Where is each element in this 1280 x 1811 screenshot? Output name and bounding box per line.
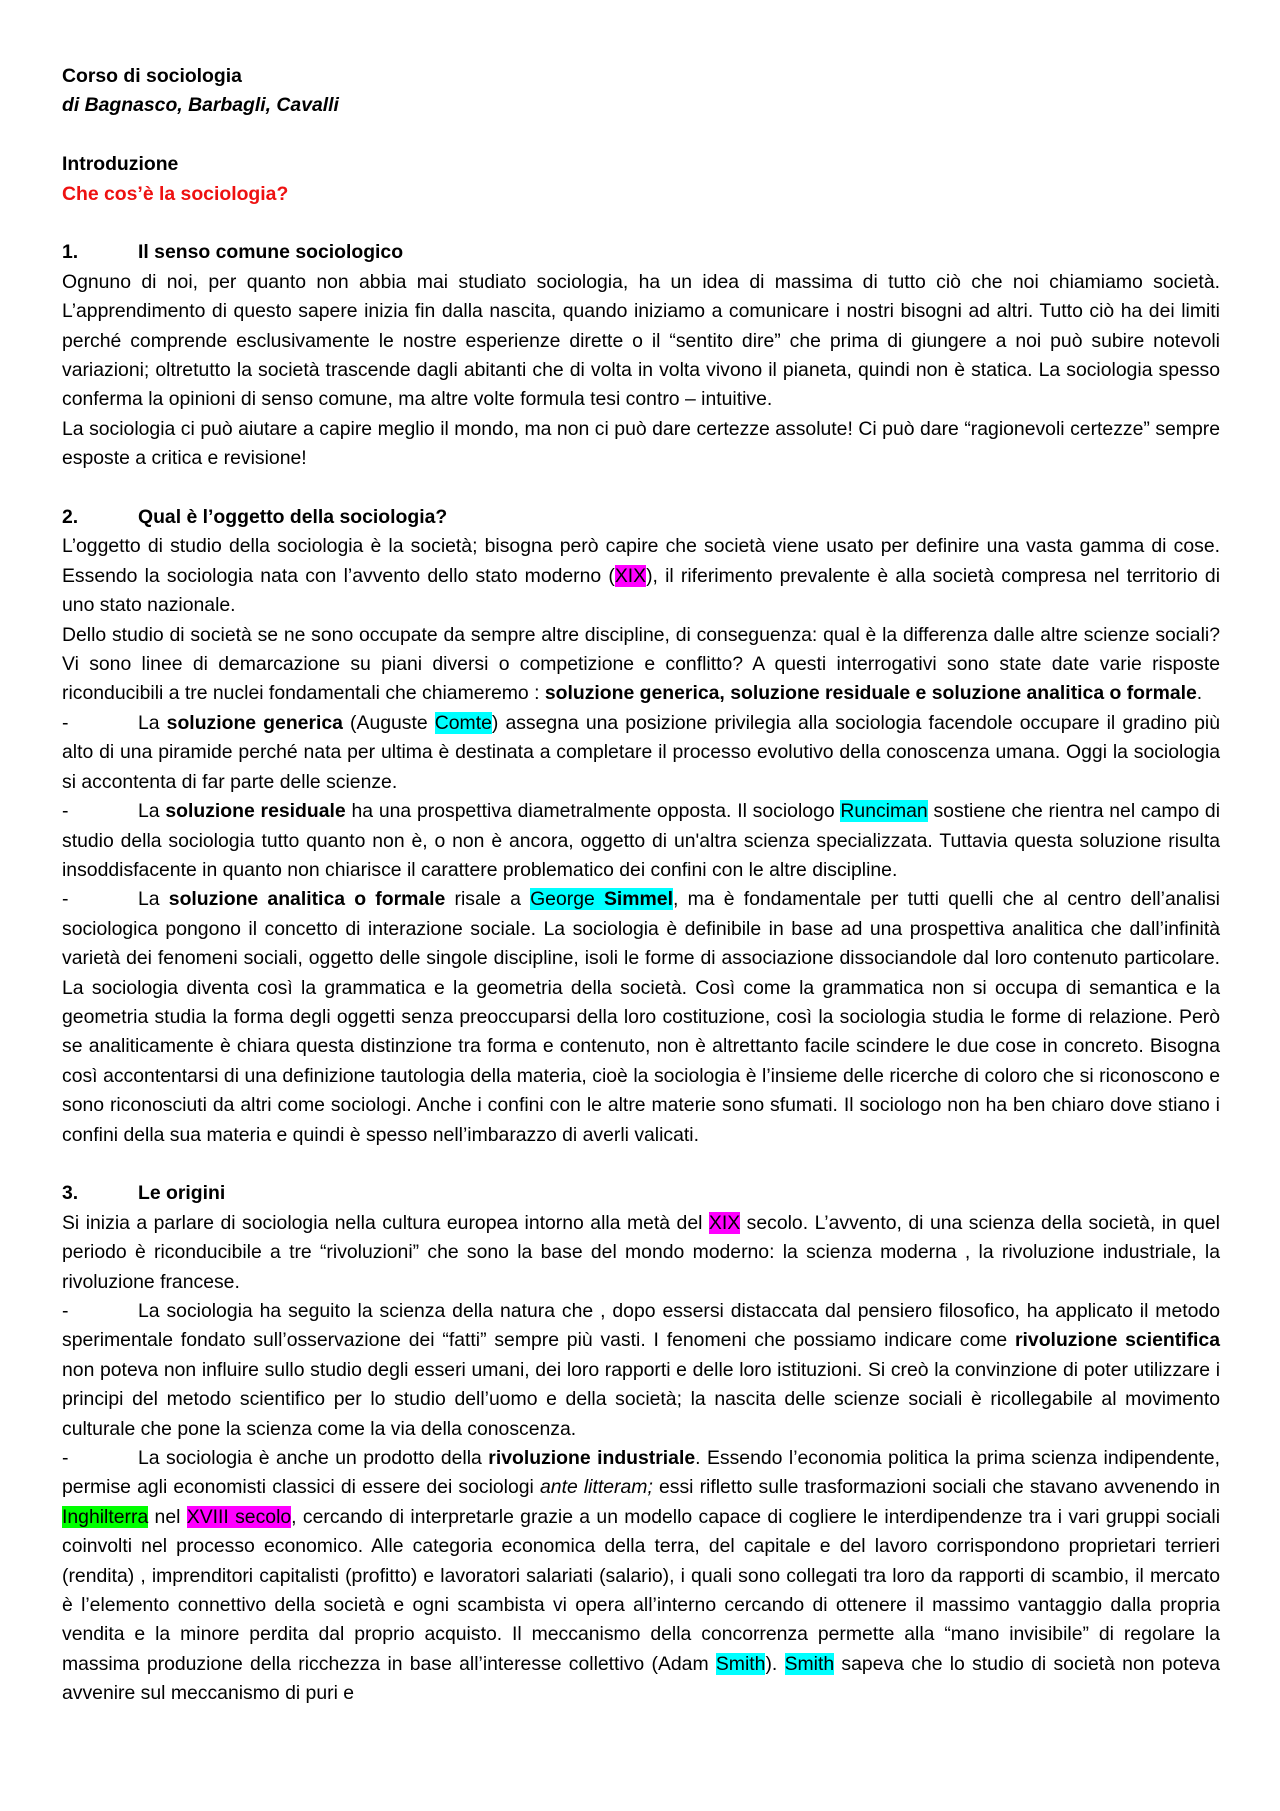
- section-3-heading: [62, 1179, 1220, 1208]
- paragraph: Ognuno di noi, per quanto non abbia mai studiato sociologia, ha un idea di massima di tutto ciò che noi chiamiamo società. L’apprendimento di questo sapere inizia fin dalla nascita, quando iniziamo a comunicare i nostri bisogni ad altri. Tutto ciò ha dei limiti perché comprende esclusivamente le nostre esperienze dirette o il “sentito dire” che prima di giungere a noi può subire notevoli variazioni; oltretutto la società trascende dagli abitanti che di volta in volta vivono il pianeta, quindi non è statica. La sociologia spesso conferma la opinioni di senso comune, ma altre volte formula tesi contro – intuitive.: [62, 270, 1220, 411]
- highlight: XIX: [708, 1211, 741, 1234]
- section-number: 2.: [62, 506, 79, 529]
- bullet-dash: -: [62, 711, 69, 734]
- section-title: Il senso comune sociologico: [138, 241, 404, 264]
- section-title: Le origini: [138, 1182, 226, 1205]
- section-1-heading: [62, 238, 1220, 267]
- highlight: XIX: [614, 564, 647, 587]
- paragraph: Dello studio di società se ne sono occupate da sempre altre discipline, di conseguenza: qual è la differenza dalle altre scienze sociali? Vi sono linee di demarcazione su piani diversi o competizione e conflitto? A questi interrogativi sono state date varie risposte riconducibili a tre nuclei fondamentali che chiameremo : soluzione generica, soluzione residuale e soluzione analitica o formale.: [62, 623, 1220, 705]
- list-item: - La sociologia ha seguito la scienza della natura che , dopo essersi distaccata dal pensiero filosofico, ha applicato il metodo sperimentale fondato sull’osservazione dei “fatti” sempre più vasti. I fenomeni che possiamo indicare come rivoluzione scientifica non poteva non influire sullo studio degli esseri umani, dei loro rapporti e delle loro istituzioni. Si creò la convinzione di poter utilizzare i principi del metodo scientifico per lo studio dell’uomo e della società; la nascita delle scienze sociali è ricollegabile al movimento culturale che pone la scienza come la via della conoscenza.: [62, 1297, 1220, 1444]
- document-authors: di Bagnasco, Barbagli, Cavalli: [62, 94, 339, 117]
- section-number: 1.: [62, 241, 79, 264]
- bullet-dash: -: [62, 1447, 69, 1470]
- highlight: Smith: [784, 1652, 835, 1675]
- highlight: Smith: [715, 1652, 766, 1675]
- list-item: - La soluzione analitica o formale risale a George Simmel, ma è fondamentale per tutti quelli che al centro dell’analisi sociologica pongono il concetto di interazione sociale. La sociologia è definibile in base ad una prospettiva analitica che dall’infinità varietà dei fenomeni sociali, oggetto delle singole discipline, isoli le forme di associazione dissociandole dal loro contenuto particolare. La sociologia diventa così la grammatica e la geometria della società. Così come la grammatica non si occupa di semantica e la geometria studia la forma degli oggetti senza preoccuparsi della loro costituzione, così la sociologia studia le forme di relazione. Però se analiticamente è chiara questa distinzione tra forma e contenuto, non è altrettanto facile scindere le due cose in concreto. Bisogna così accontentarsi di una definizione tautologia della materia, cioè la sociologia è l’insieme delle ricerche di coloro che si riconoscono e sono riconosciuti da altri come sociologi. Anche i confini con le altre materie sono sfumati. Il sociologo non ha ben chiaro dove stiano i confini della sua materia e quindi è spesso nell’imbarazzo di averli valicati.: [62, 885, 1220, 1150]
- section-title: Qual è l’oggetto della sociologia?: [138, 506, 448, 529]
- highlight: Runciman: [840, 800, 928, 823]
- section-number: 3.: [62, 1182, 79, 1205]
- highlight: XVIII secolo: [186, 1505, 292, 1528]
- section-2-heading: [62, 503, 1220, 532]
- highlight: Inghilterra: [62, 1505, 149, 1528]
- document-title: Corso di sociologia: [62, 65, 242, 87]
- intro-label: Introduzione: [62, 153, 179, 176]
- highlight: George Simmel: [530, 888, 673, 911]
- list-item: - La sociologia è anche un prodotto della rivoluzione industriale. Essendo l’economia politica la prima scienza indipendente, permise agli economisti classici di essere dei sociologi ante litteram; essi rifletto sulle trasformazioni sociali che stavano avvenendo in Inghilterra nel XVIII secolo, cercando di interpretarle grazie a un modello capace di cogliere le interdipendenze tra i vari gruppi sociali coinvolti nel processo economico. Alle categoria economica della terra, del capitale e del lavoro corrispondono proprietari terrieri (rendita) , imprenditori capitalisti (profitto) e lavoratori salariati (salario), i quali sono collegati tra loro da rapporti di scambio, il mercato è l’elemento connettivo della società e ogni scambista vi opera all’interno cercando di ottenere il massimo vantaggio dalla propria vendita e la minore perdita dal proprio acquisto. Il meccanismo della concorrenza permette alla “mano invisibile” di regolare la massima produzione della ricchezza in base all’interesse collettivo (Adam Smith). Smith sapeva che lo studio di società non poteva avvenire sul meccanismo di puri e: [62, 1444, 1220, 1709]
- bullet-dash: -: [62, 800, 69, 823]
- intro-question: Che cos’è la sociologia?: [62, 182, 289, 205]
- bullet-dash: -: [62, 888, 69, 911]
- bullet-dash: -: [62, 1300, 69, 1322]
- paragraph: La sociologia ci può aiutare a capire meglio il mondo, ma non ci può dare certezze assolute! Ci può dare “ragionevoli certezze” sempre esposte a critica e revisione!: [62, 417, 1220, 470]
- list-item: - La soluzione residuale ha una prospettiva diametralmente opposta. Il sociologo Runciman sostiene che rientra nel campo di studio della sociologia tutto quanto non è, o non è ancora, oggetto di un'altra scienza specializzata. Tuttavia questa soluzione risulta insoddisfacente in quanto non chiarisce il carattere problematico dei confini con le altre discipline.: [62, 797, 1220, 885]
- paragraph: Si inizia a parlare di sociologia nella cultura europea intorno alla metà del XIX secolo. L’avvento, di una scienza della società, in quel periodo è riconducibile a tre “rivoluzioni” che sono la base del mondo moderno: la scienza moderna , la rivoluzione industriale, la rivoluzione francese.: [62, 1211, 1220, 1293]
- highlight: Comte: [434, 711, 492, 734]
- paragraph: L’oggetto di studio della sociologia è la società; bisogna però capire che società viene usato per definire una vasta gamma di cose. Essendo la sociologia nata con l’avvento dello stato moderno (XIX), il riferimento prevalente è alla società compresa nel territorio di uno stato nazionale.: [62, 535, 1220, 617]
- list-item: - La soluzione generica (Auguste Comte) assegna una posizione privilegia alla sociologia facendole occupare il gradino più alto di una piramide perché nata per ultima è destinata a completare il processo evolutivo della conoscenza umana. Oggi la sociologia si accontenta di far parte delle scienze.: [62, 709, 1220, 797]
